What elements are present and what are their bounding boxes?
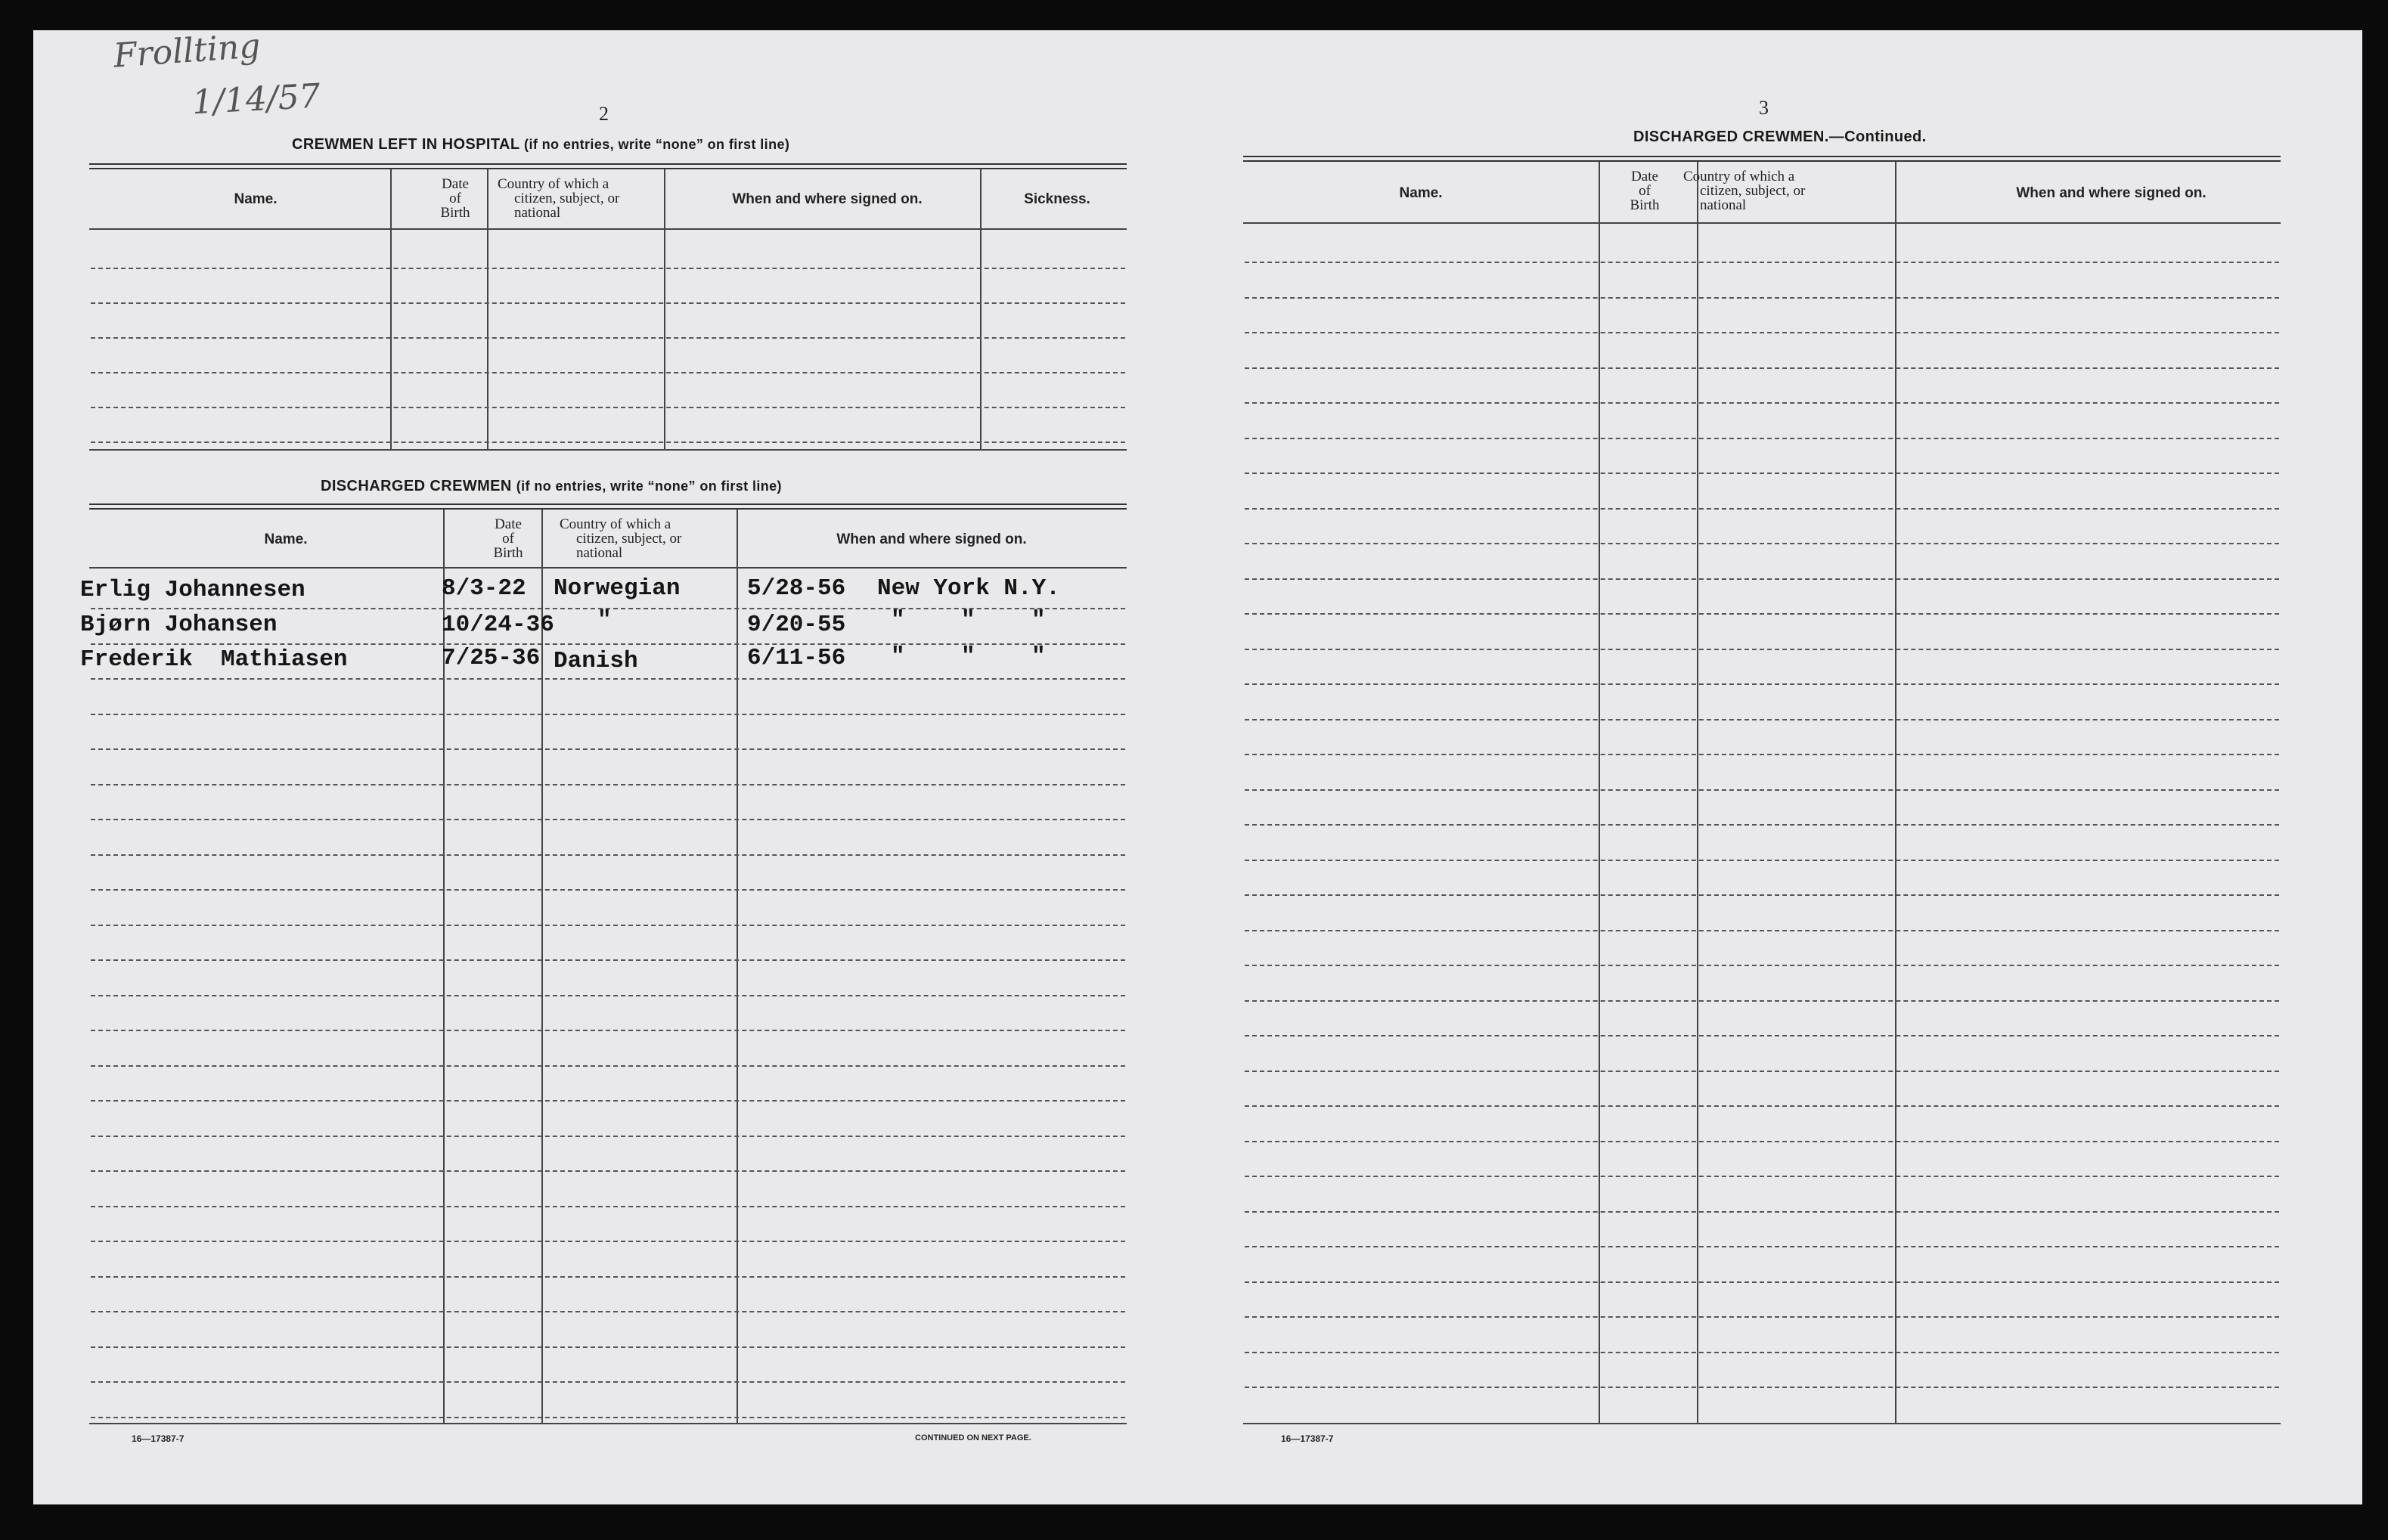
entry-date: 9/20-55 [747, 612, 846, 638]
discharged-col-dob [448, 517, 569, 560]
right-vline-3 [1895, 162, 1896, 1424]
entry-place: New York N.Y. [877, 575, 1060, 602]
hospital-row-line [91, 372, 1125, 373]
row-line [91, 784, 1125, 785]
right-section-heading: DISCHARGED CREWMEN.—Continued. [1633, 129, 1927, 145]
row-line [1245, 1246, 2279, 1247]
row-line [1245, 297, 2279, 299]
row-line [1245, 367, 2279, 369]
discharged-top-rule [89, 504, 1127, 510]
hospital-bottom-rule [89, 449, 1127, 451]
row-line [1245, 754, 2279, 755]
row-line [1245, 473, 2279, 474]
hospital-col-signed: When and where signed on. [732, 191, 923, 207]
form-number: 16—17387-7 [1281, 1433, 1334, 1444]
country-line-3: national [514, 205, 561, 221]
entry-country: Danish [554, 648, 638, 674]
discharged-heading-note: (if no entries, write “none” on first line) [516, 479, 782, 494]
right-vline-1 [1599, 162, 1600, 1424]
right-col-signed: When and where signed on. [2016, 185, 2207, 201]
dob-line-1: Date [495, 516, 522, 532]
row-line [1245, 1141, 2279, 1142]
row-line [1245, 894, 2279, 896]
row-line [91, 1311, 1125, 1312]
hospital-heading-note: (if no entries, write “none” on first line) [524, 137, 790, 152]
right-col-dob [1596, 169, 1694, 212]
hospital-row-line [91, 337, 1125, 339]
entry-dob: 10/24-36 [442, 612, 554, 638]
entry-country: " [597, 607, 612, 634]
row-line [1245, 930, 2279, 931]
row-line [91, 608, 1125, 609]
discharged-col-country [560, 517, 741, 560]
entry-dob: 7/25-36 [442, 645, 541, 671]
row-line [1245, 649, 2279, 650]
hospital-col-name: Name. [234, 191, 278, 207]
hospital-vline-2 [487, 169, 488, 451]
dob-line-3: Birth [440, 205, 470, 221]
entry-dob: 8/3-22 [442, 575, 526, 602]
right-header-rule [1243, 222, 2281, 224]
row-line [91, 1381, 1125, 1383]
row-line [91, 1206, 1125, 1207]
hospital-row-line [91, 268, 1125, 269]
right-col-country [1683, 169, 1865, 212]
country-line-1: Country of which a [560, 516, 671, 532]
continued-note: CONTINUED ON NEXT PAGE. [915, 1433, 1031, 1442]
hospital-row-line [91, 302, 1125, 304]
hospital-vline-3 [664, 169, 665, 451]
dob-line-2: of [502, 531, 514, 547]
entry-date: 6/11-56 [747, 645, 846, 671]
dob-line-1: Date [1631, 169, 1658, 184]
hospital-section-heading [292, 136, 789, 153]
right-vline-2 [1697, 162, 1698, 1424]
right-bottom-rule [1243, 1423, 2281, 1424]
row-line [91, 714, 1125, 715]
row-line [91, 748, 1125, 750]
row-line [1245, 1211, 2279, 1213]
country-line-1: Country of which a [498, 176, 609, 192]
handwritten-name: Frollting [112, 26, 262, 76]
entry-place: " " " [891, 607, 1046, 634]
row-line [1245, 719, 2279, 720]
country-line-3: national [1700, 197, 1747, 213]
country-line-2: citizen, subject, or [1700, 183, 1806, 199]
hospital-vline-1 [390, 169, 392, 451]
entry-place: " " " [891, 643, 1046, 670]
entry-name: Bjørn Johansen [80, 612, 278, 638]
discharged-col-name: Name. [264, 531, 308, 547]
hospital-vline-4 [980, 169, 982, 451]
country-line-2: citizen, subject, or [576, 531, 682, 547]
row-line [91, 959, 1125, 961]
row-line [91, 925, 1125, 926]
row-line [1245, 613, 2279, 615]
page-number: 3 [1759, 97, 1769, 119]
form-number: 16—17387-7 [132, 1433, 185, 1444]
row-line [91, 854, 1125, 856]
row-line [91, 678, 1125, 680]
dob-line-2: of [1639, 183, 1651, 199]
row-line [91, 1170, 1125, 1172]
row-line [91, 1136, 1125, 1137]
hospital-row-line [91, 407, 1125, 408]
page-number: 2 [599, 103, 609, 125]
row-line [91, 1276, 1125, 1278]
dob-line-3: Birth [1630, 197, 1660, 213]
discharged-col-signed: When and where signed on. [836, 531, 1027, 547]
row-line [1245, 1281, 2279, 1283]
row-line [91, 819, 1125, 820]
row-line [1245, 683, 2279, 685]
row-line [1245, 1071, 2279, 1072]
document-sheet [33, 26, 2362, 1504]
discharged-vline-2 [541, 510, 543, 1424]
discharged-heading-title: DISCHARGED CREWMEN [321, 478, 512, 494]
hospital-row-line [91, 442, 1125, 443]
entry-name: Frederik Mathiasen [80, 646, 348, 673]
row-line [1245, 438, 2279, 439]
discharged-section-heading [321, 478, 782, 495]
row-line [1245, 1387, 2279, 1388]
left-page [33, 30, 1213, 1504]
row-line [1245, 262, 2279, 263]
entry-date: 5/28-56 [747, 575, 846, 602]
right-top-rule [1243, 156, 2281, 162]
country-line-2: citizen, subject, or [514, 191, 620, 206]
row-line [91, 1100, 1125, 1102]
row-line [1245, 1176, 2279, 1177]
hospital-header-rule [89, 228, 1127, 230]
row-line [1245, 1035, 2279, 1036]
discharged-vline-3 [737, 510, 738, 1424]
row-line [91, 1241, 1125, 1242]
row-line [1245, 789, 2279, 791]
row-line [1245, 1316, 2279, 1318]
right-col-name: Name. [1399, 185, 1443, 201]
row-line [91, 643, 1125, 645]
right-page [1213, 30, 2362, 1504]
row-line [91, 1417, 1125, 1418]
hospital-col-sickness: Sickness. [1024, 191, 1090, 207]
row-line [1245, 543, 2279, 544]
row-line [1245, 965, 2279, 966]
row-line [91, 1346, 1125, 1348]
hospital-col-country [498, 177, 679, 220]
row-line [1245, 578, 2279, 580]
dob-line-2: of [449, 191, 461, 206]
country-line-3: national [576, 545, 623, 561]
discharged-header-rule [89, 567, 1127, 569]
row-line [1245, 402, 2279, 404]
row-line [1245, 1000, 2279, 1002]
hospital-heading-title: CREWMEN LEFT IN HOSPITAL [292, 136, 520, 153]
handwritten-date: 1/14/57 [191, 76, 321, 122]
dob-line-3: Birth [493, 545, 523, 561]
entry-name: Erlig Johannesen [80, 577, 305, 603]
country-line-1: Country of which a [1683, 169, 1795, 184]
row-line [1245, 824, 2279, 826]
row-line [91, 1065, 1125, 1067]
row-line [1245, 508, 2279, 510]
hospital-top-rule [89, 163, 1127, 169]
row-line [91, 995, 1125, 996]
row-line [1245, 1105, 2279, 1107]
discharged-bottom-rule [89, 1423, 1127, 1424]
row-line [91, 889, 1125, 891]
entry-country: Norwegian [554, 575, 681, 602]
row-line [1245, 332, 2279, 333]
row-line [1245, 1352, 2279, 1353]
row-line [91, 1030, 1125, 1031]
dob-line-1: Date [442, 176, 469, 192]
row-line [1245, 860, 2279, 861]
